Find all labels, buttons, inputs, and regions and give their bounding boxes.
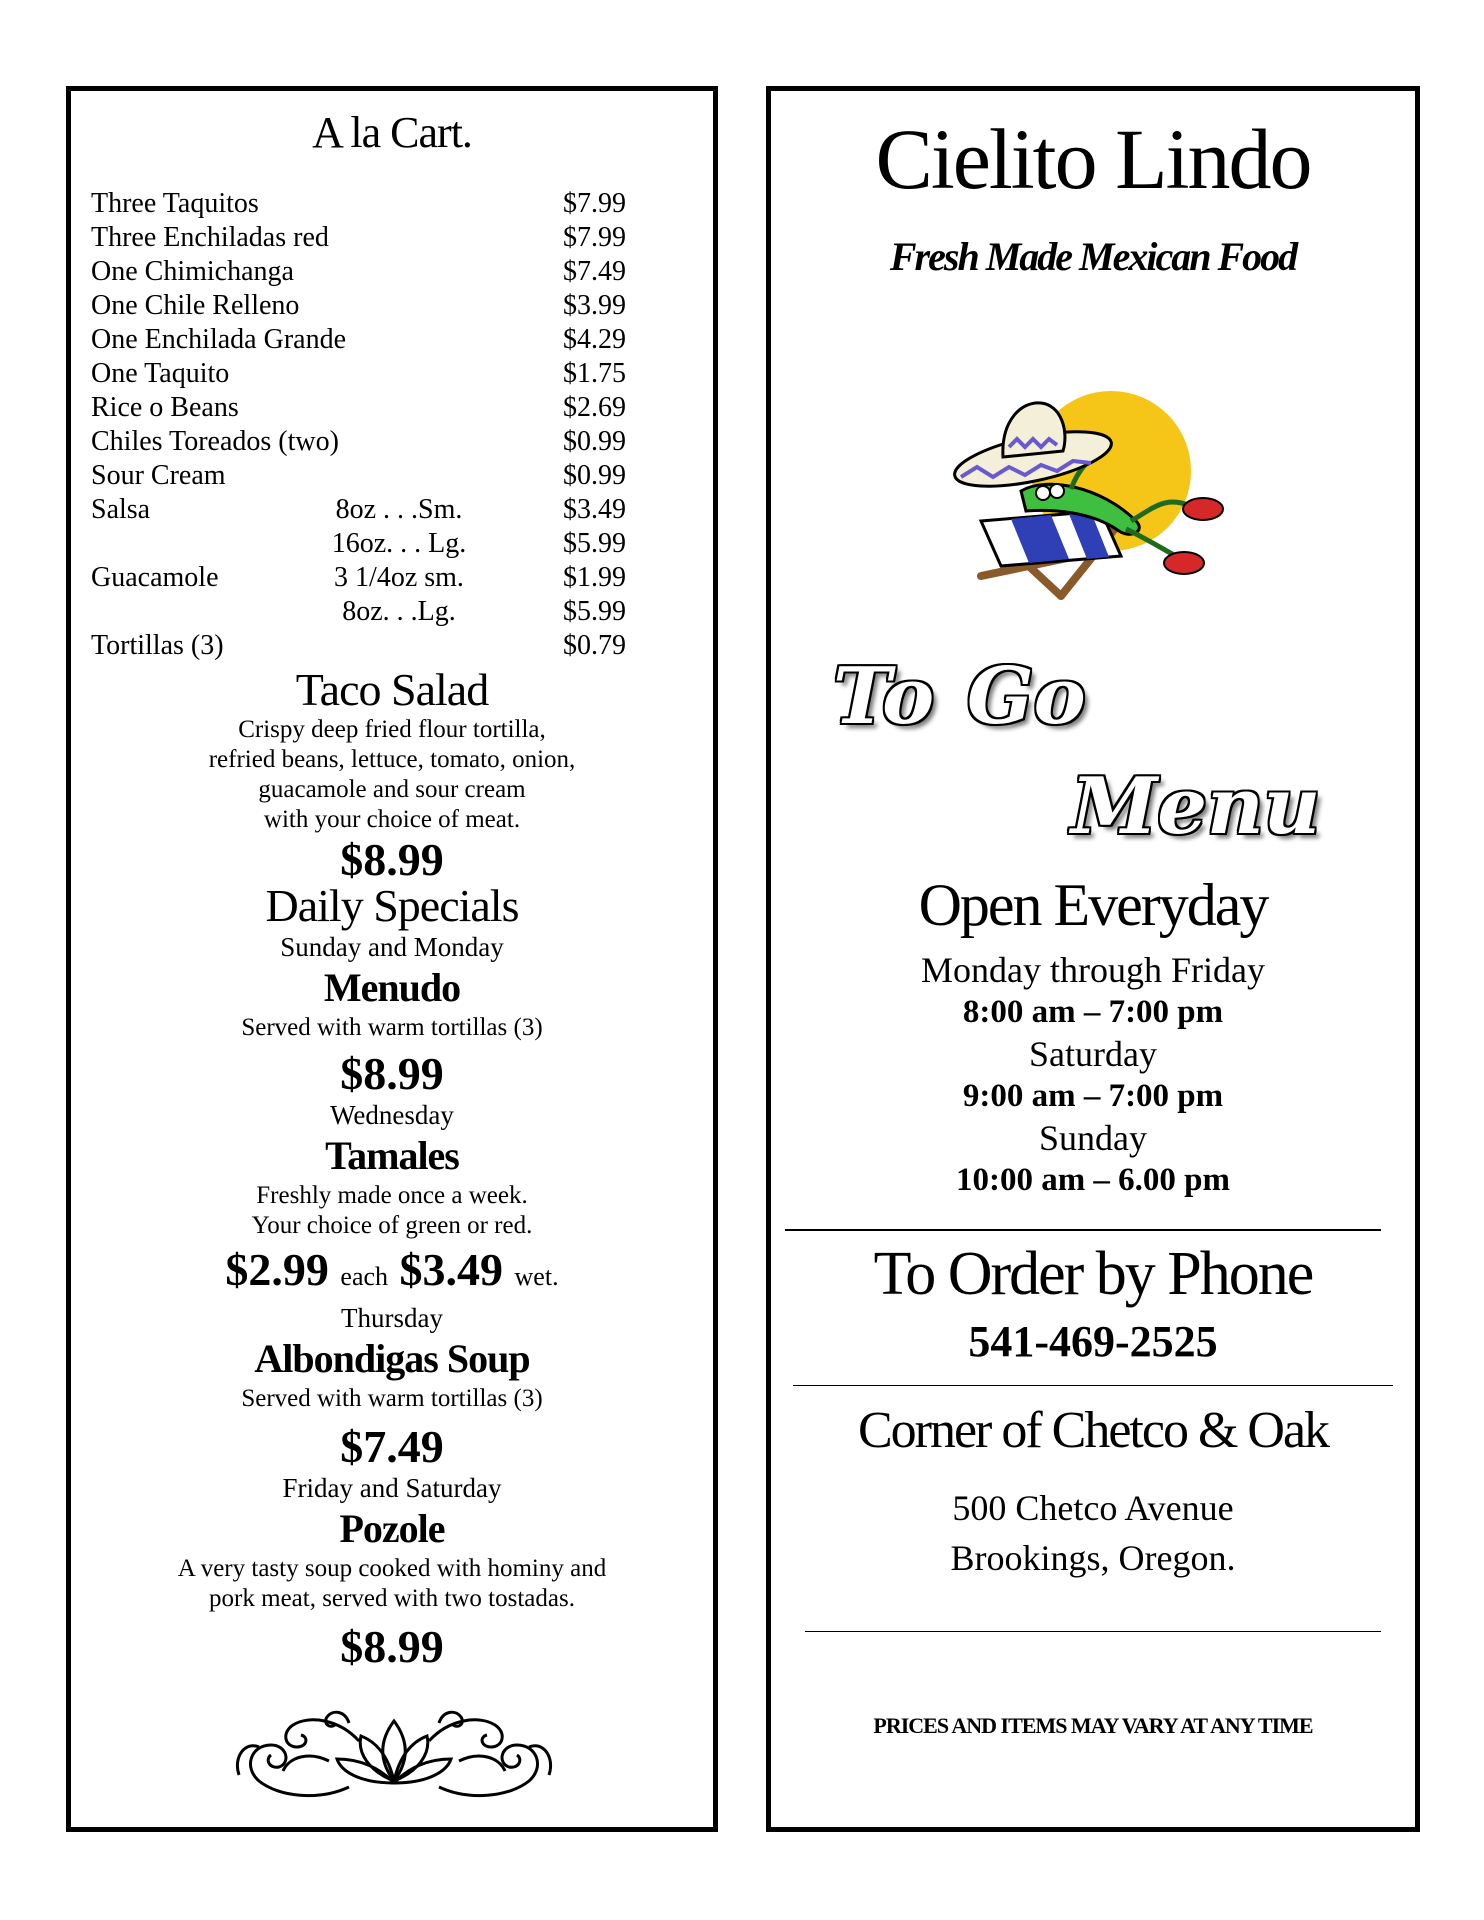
pozole-price: $8.99	[340, 1621, 444, 1672]
item-name: Three Taquitos	[91, 188, 259, 219]
pozole-title: Pozole	[339, 1506, 445, 1551]
taco-salad-desc-4: with your choice of meat.	[263, 806, 521, 833]
item-price: $5.99	[563, 528, 626, 559]
item-name: Rice o Beans	[91, 392, 239, 423]
daily-specials-title: Daily Specials	[265, 880, 519, 931]
day-label-sunday-monday: Sunday and Monday	[280, 932, 504, 962]
taco-salad-desc-2: refried beans, lettuce, tomato, onion,	[208, 746, 576, 773]
item-price: $5.99	[563, 596, 626, 627]
item-price: $7.99	[563, 188, 626, 219]
hours-title: Open Everyday	[918, 872, 1268, 938]
item-price: $2.69	[563, 392, 626, 423]
albondigas-title: Albondigas Soup	[254, 1336, 530, 1381]
menu-item	[91, 289, 651, 323]
item-name: Sour Cream	[91, 460, 226, 491]
menu-item	[91, 357, 651, 391]
menu-item	[91, 561, 651, 595]
taco-salad-title: Taco Salad	[295, 664, 489, 715]
menu-item	[91, 629, 651, 663]
item-size: 3 1/4oz sm.	[334, 562, 464, 593]
hours-time: 10:00 am – 6.00 pm	[955, 1162, 1231, 1198]
menu-item	[91, 459, 651, 493]
info-panel	[766, 86, 1420, 1832]
albondigas-desc: Served with warm tortillas (3)	[241, 1385, 543, 1412]
hours-day: Sunday	[1039, 1118, 1147, 1158]
pozole-desc-1: A very tasty soup cooked with hominy and	[177, 1555, 607, 1582]
item-name: Tortillas (3)	[91, 630, 224, 661]
day-label-wednesday: Wednesday	[330, 1100, 454, 1130]
tagline: Fresh Made Mexican Food	[889, 234, 1297, 279]
to-go-word-to: To	[833, 651, 935, 742]
taco-salad-desc-3: guacamole and sour cream	[258, 776, 526, 803]
divider	[793, 1385, 1393, 1386]
tamales-each-label: each	[340, 1262, 389, 1291]
item-name: Salsa	[91, 494, 151, 525]
item-name: One Chile Relleno	[91, 290, 300, 321]
menu-item	[91, 323, 651, 357]
item-price: $7.99	[563, 222, 626, 253]
pozole-desc-2: pork meat, served with two tostadas.	[209, 1585, 575, 1612]
order-by-phone-title: To Order by Phone	[873, 1240, 1313, 1308]
phone-number[interactable]: 541-469-2525	[968, 1317, 1218, 1366]
hours-list	[771, 949, 1415, 1201]
to-go-word-go: Go	[967, 651, 1086, 742]
taco-salad-desc-1: Crispy deep fried flour tortilla,	[238, 716, 546, 743]
address-line-1: 500 Chetco Avenue	[952, 1488, 1234, 1528]
item-price: $1.75	[563, 358, 626, 389]
a-la-cart-panel	[66, 86, 718, 1832]
item-name: One Taquito	[91, 358, 230, 389]
item-price: $3.49	[563, 494, 626, 525]
item-price: $0.99	[563, 460, 626, 491]
a-la-cart-list	[91, 187, 651, 663]
restaurant-name: Cielito Lindo	[875, 111, 1311, 207]
address	[771, 1483, 1415, 1583]
menu-item	[91, 595, 651, 629]
a-la-cart-title: A la Cart.	[312, 108, 472, 157]
menudo-title: Menudo	[323, 965, 461, 1010]
address-line-2: Brookings, Oregon.	[950, 1538, 1236, 1578]
divider	[785, 1229, 1381, 1231]
item-price: $3.99	[563, 290, 626, 321]
lotus-ornament-icon	[229, 1701, 559, 1811]
day-label-friday-saturday: Friday and Saturday	[282, 1473, 502, 1503]
menu-item	[91, 493, 651, 527]
hours-time: 8:00 am – 7:00 pm	[962, 994, 1224, 1030]
day-label-thursday: Thursday	[341, 1303, 443, 1333]
hours-day: Saturday	[1029, 1034, 1157, 1074]
item-price: $4.29	[563, 324, 626, 355]
tamales-title: Tamales	[325, 1133, 459, 1178]
tamales-price-each: $2.99	[225, 1244, 329, 1295]
albondigas-price: $7.49	[340, 1421, 444, 1472]
taco-salad-section	[71, 665, 713, 885]
menudo-price: $8.99	[340, 1048, 444, 1099]
menu-item	[91, 255, 651, 289]
item-name: Three Enchiladas red	[91, 222, 329, 253]
item-name: Chiles Toreados (two)	[91, 426, 339, 457]
item-name: One Chimichanga	[91, 256, 294, 287]
item-price: $0.99	[563, 426, 626, 457]
hours-day: Monday through Friday	[921, 950, 1265, 990]
menu-item	[91, 187, 651, 221]
menu-item	[91, 425, 651, 459]
menu-item	[91, 391, 651, 425]
item-price: $1.99	[563, 562, 626, 593]
chili-pepper-sombrero-icon	[951, 381, 1231, 611]
taco-salad-price: $8.99	[340, 834, 444, 885]
to-go-word-menu: Menu	[1071, 761, 1321, 852]
item-size: 16oz. . . Lg.	[331, 528, 467, 559]
menu-item	[91, 221, 651, 255]
menu-item	[91, 527, 651, 561]
item-price: $7.49	[563, 256, 626, 287]
item-size: 8oz. . .Lg.	[342, 596, 456, 627]
menudo-desc: Served with warm tortillas (3)	[241, 1014, 543, 1041]
disclaimer: PRICES AND ITEMS MAY VARY AT ANY TIME	[873, 1713, 1313, 1738]
daily-specials-section	[71, 881, 713, 1672]
item-name: Guacamole	[91, 562, 219, 593]
location-title: Corner of Chetco & Oak	[857, 1402, 1329, 1459]
hours-time: 9:00 am – 7:00 pm	[962, 1078, 1224, 1114]
item-name: One Enchilada Grande	[91, 324, 346, 355]
item-size: 8oz . . .Sm.	[335, 494, 463, 525]
tamales-desc-2: Your choice of green or red.	[251, 1212, 533, 1239]
tamales-wet-label: wet.	[514, 1262, 559, 1291]
divider	[805, 1631, 1381, 1632]
tamales-desc-1: Freshly made once a week.	[256, 1182, 528, 1209]
item-price: $0.79	[563, 630, 626, 661]
tamales-price-line	[71, 1245, 713, 1302]
tamales-price-wet: $3.49	[399, 1244, 504, 1295]
